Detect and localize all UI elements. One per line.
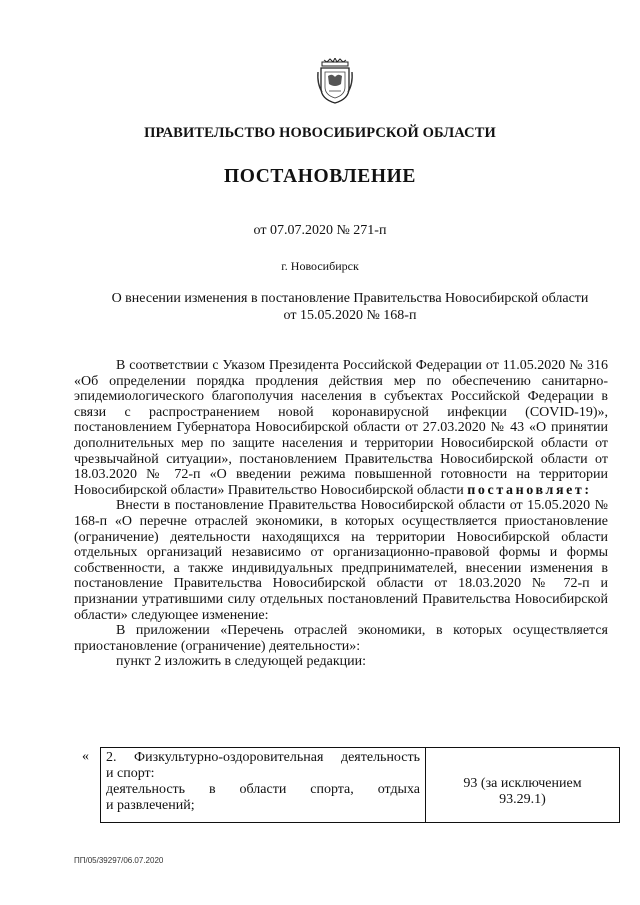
okved-code-cell [426,748,620,823]
document-number: от 07.07.2020 № 271-п [253,223,387,238]
amendment-table [100,747,620,823]
document-subject [80,290,620,324]
appendix-paragraph: В приложении «Перечень отраслей экономики, в которых осуществляется приостановление (ограничение) деятельности»: [74,623,608,654]
activity-cell [101,748,426,823]
document-footer-code: ПП/05/39297/06.07.2020 [74,856,164,865]
activity-line-2: и спорт: [106,766,155,781]
item-paragraph: пункт 2 изложить в следующей редакции: [116,654,366,670]
resolves-verb: постановляет [467,482,585,498]
document-city: г. Новосибирск [281,259,359,273]
preamble-text: В соответствии с Указом Президента Российской Федерации от 11.05.2020 № 316 «Об определении порядка продления действия мер по обеспечению санитарно-эпидемиологического благополучия населения в субъектах Российской Федерации в связи с распространением новой коронавирусной инфекции (COVID-19)», постановлением Губернатора Новосибирской области от 27.03.2020 № 43 «О принятии дополнительных мер по защите населения и территории Новосибирской области от чрезвычайной ситуации», постановлением Правительства Новосибирской области от 18.03.2020 № 72-п «О введении режима повышенной готовности на территории Новосибирской области» Правительство Новосибирской области [74,358,608,498]
novosibirsk-coat-of-arms-icon [316,58,354,104]
organization-title: ПРАВИТЕЛЬСТВО НОВОСИБИРСКОЙ ОБЛАСТИ [144,125,496,141]
document-type: ПОСТАНОВЛЕНИЕ [223,166,417,187]
code-line-1: 93 (за исключением [463,776,582,791]
table-row [101,748,620,823]
subject-line-2: от 15.05.2020 № 168-п [283,308,417,323]
resolves-colon: : [584,482,592,498]
code-line-2: 93.29.1) [499,792,546,807]
open-quote: « [82,749,89,764]
subject-line-1: О внесении изменения в постановление Правительства Новосибирской области [111,291,589,306]
activity-line-4: и развлечений; [106,798,195,813]
amendment-paragraph: Внести в постановление Правительства Новосибирской области от 15.05.2020 № 168-п «О перечне отраслей экономики, в которых осуществляется приостановление (ограничение) деятельности находящихся на территории Новосибирской области отдельных организаций независимо от организационно-правовой формы и формы собственности, а также индивидуальных предпринимателей, внесении изменения в постановление Правительства Новосибирской области от 18.03.2020 № 72-п и признании утратившими силу отдельных постановлений Правительства Новосибирской области» следующее изменение: [74,498,608,623]
document-body [74,358,608,670]
preamble-paragraph [74,358,608,498]
activity-line-1: 2. Физкультурно-оздоровительная деятельность [106,750,420,765]
activity-line-3: деятельность в области спорта, отдыха [106,782,420,797]
